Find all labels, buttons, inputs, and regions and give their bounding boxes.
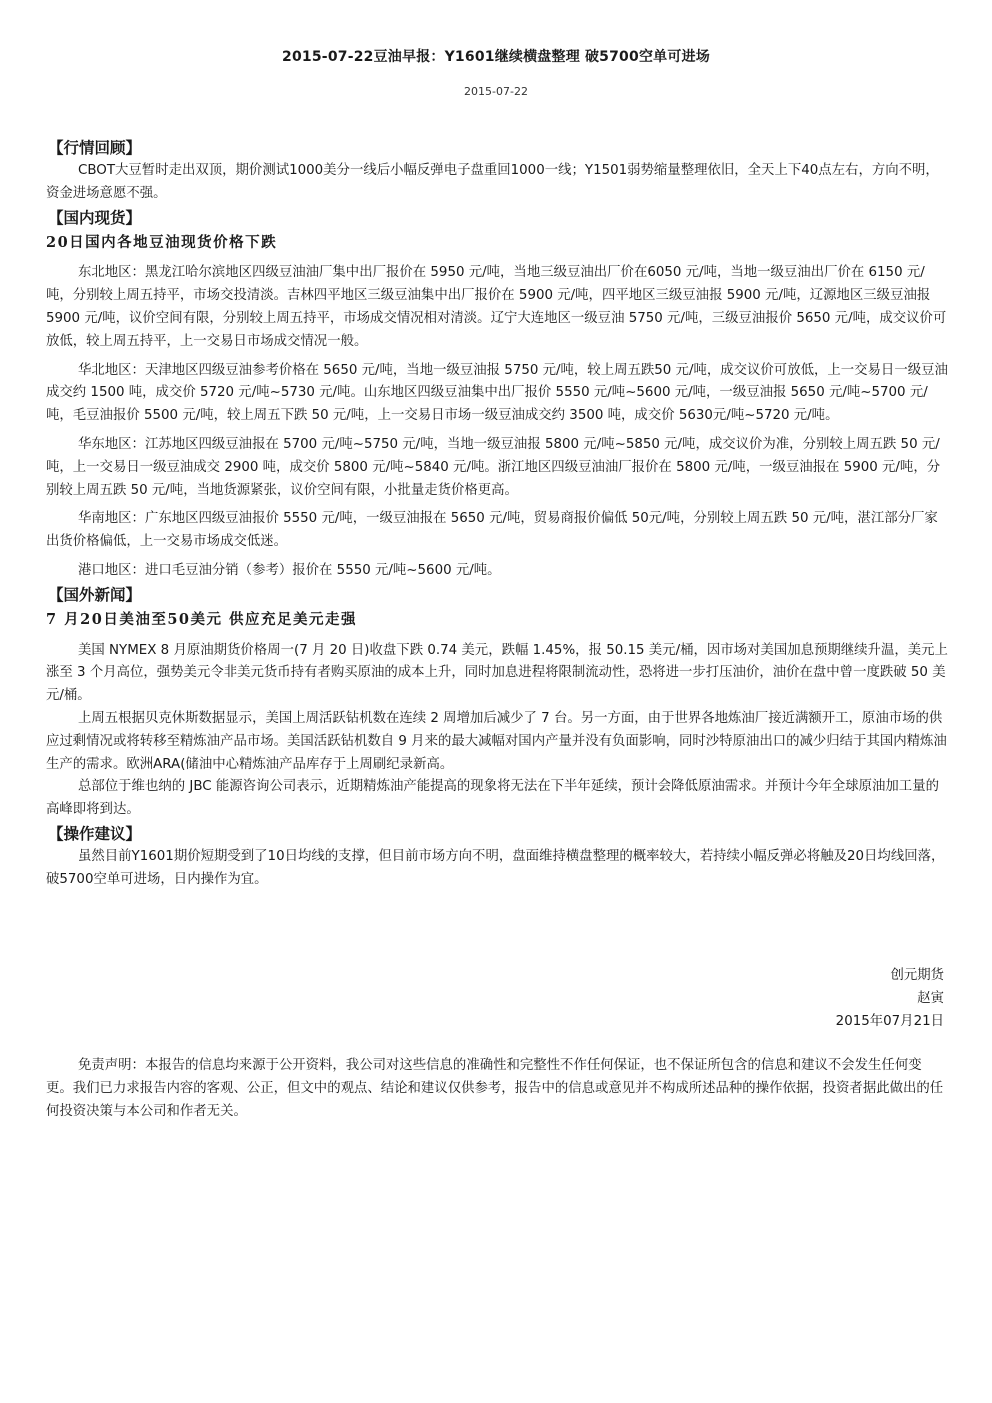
foreign-paragraph-rigs: 上周五根据贝克休斯数据显示，美国上周活跃钻机数在连续 2 周增加后减少了 7 台。另一方面，由于世界各地炼油厂接近满额开工，原油市场的供应过剩情况或将转移至精炼油产品市场。美国活跃钻机数自 9 月来的最大减幅对国内产量并没有负面影响，同时沙特原油出口的减少归结于其国内精炼油生产的需求。欧洲ARA(储油中心精炼油产品库存于上周刷纪录新高。 xyxy=(46,710,947,772)
foreign-paragraph-jbc: 总部位于维也纳的 JBC 能源咨询公司表示，近期精炼油产能提高的现象将无法在下半年延续，预计会降低原油需求。并预计今年全球原油加工量的高峰即将到达。 xyxy=(46,779,939,818)
signature-block xyxy=(836,964,944,1033)
report-date: 2015-07-22 xyxy=(464,85,528,98)
foreign-paragraph-nymex: 美国 NYMEX 8 月原油期货价格周一(7 月 20 日)收盘下跌 0.74 美元，跌幅 1.45%，报 50.15 美元/桶，因市场对美国加息预期继续升温，美元上涨至 3 个月高位，强势美元令非美元货币持有者购买原油的成本上升，同时加息进程将限制流动性，恐将进一步打压油价，油价在盘中曾一度跌破 50 美元/桶。 xyxy=(46,642,948,704)
spot-paragraph-east: 华东地区：江苏地区四级豆油报在 5700 元/吨~5750 元/吨，当地一级豆油报 5800 元/吨~5850 元/吨，成交议价为准，分别较上周五跌 50 元/吨，上一交易日一级豆油成交 2900 吨，成交价 5800 元/吨~5840 元/吨。浙江地区四级豆油油厂报价在 5800 元/吨，一级豆油报在 5900 元/吨，分别较上周五跌 50 元/吨，当地货源紧张，议价空间有限，小批量走货价格更高。 xyxy=(46,436,941,498)
report-title: 2015-07-22豆油早报：Y1601继续横盘整理 破5700空单可进场 xyxy=(282,49,710,65)
disclaimer: 免责声明：本报告的信息均来源于公开资料，我公司对这些信息的准确性和完整性不作任何保证，也不保证所包含的信息和建议不会发生任何变更。我们已力求报告内容的客观、公正，但文中的观点、结论和建议仅供参考，报告中的信息或意见并不构成所述品种的操作依据，投资者据此做出的任何投资决策与本公司和作者无关。 xyxy=(46,1058,944,1119)
review-paragraph: CBOT大豆暂时走出双顶，期价测试1000美分一线后小幅反弹电子盘重回1000一线；Y1501弱势缩量整理依旧，全天上下40点左右，方向不明，资金进场意愿不强。 xyxy=(46,163,939,201)
section-heading-foreign: 【国外新闻】 xyxy=(48,585,142,604)
foreign-subheading: 7 月20日美油至50美元 供应充足美元走强 xyxy=(46,610,358,628)
spot-paragraph-north: 华北地区：天津地区四级豆油参考价格在 5650 元/吨，当地一级豆油报 5750 元/吨，较上周五跌50 元/吨，成交议价可放低，上一交易日一级豆油成交约 1500 吨，成交价 5720 元/吨~5730 元/吨。山东地区四级豆油集中出厂报价 5550 元/吨~5600 元/吨，一级豆油报 5650 元/吨~5700 元/吨，毛豆油报价 5500 元/吨，较上周五下跌 50 元/吨，上一交易日市场一级豆油成交约 3500 吨，成交价 5630元/吨~5720 元/吨。 xyxy=(46,362,948,424)
section-heading-review: 【行情回顾】 xyxy=(48,139,142,157)
spot-subheading: 20日国内各地豆油现货价格下跌 xyxy=(46,233,278,251)
spot-paragraph-northeast: 东北地区：黑龙江哈尔滨地区四级豆油油厂集中出厂报价在 5950 元/吨，当地三级豆油出厂价在6050 元/吨，当地一级豆油出厂价在 6150 元/吨，分别较上周五持平，市场交投清淡。吉林四平地区三级豆油集中出厂报价在 5900 元/吨，四平地区三级豆油报 5900 元/吨，辽源地区三级豆油报 5900 元/吨，议价空间有限，分别较上周五持平，市场成交情况相对清淡。辽宁大连地区一级豆油 5750 元/吨，三级豆油报价 5650 元/吨，成交议价可放低，较上周五持平，上一交易日市场成交情况一般。 xyxy=(46,265,947,349)
signature-company: 创元期货 xyxy=(890,968,944,983)
spot-paragraph-south: 华南地区：广东地区四级豆油报价 5550 元/吨，一级豆油报在 5650 元/吨，贸易商报价偏低 50元/吨，分别较上周五跌 50 元/吨，湛江部分厂家出货价格偏低，上一交易市场成交低迷。 xyxy=(46,511,938,550)
section-heading-advice: 【操作建议】 xyxy=(48,824,142,843)
spot-paragraph-port: 港口地区：进口毛豆油分销（参考）报价在 5550 元/吨~5600 元/吨。 xyxy=(78,562,501,578)
signature-date: 2015年07月21日 xyxy=(835,1014,944,1029)
signature-author: 赵寅 xyxy=(917,991,944,1006)
section-heading-spot: 【国内现货】 xyxy=(48,208,142,227)
report-body xyxy=(46,136,948,892)
advice-paragraph: 虽然目前Y1601期价短期受到了10日均线的支撑，但目前市场方向不明，盘面维持横盘整理的概率较大，若持续小幅反弹必将触及20日均线回落，破5700空单可进场，日内操作为宜。 xyxy=(46,848,945,887)
